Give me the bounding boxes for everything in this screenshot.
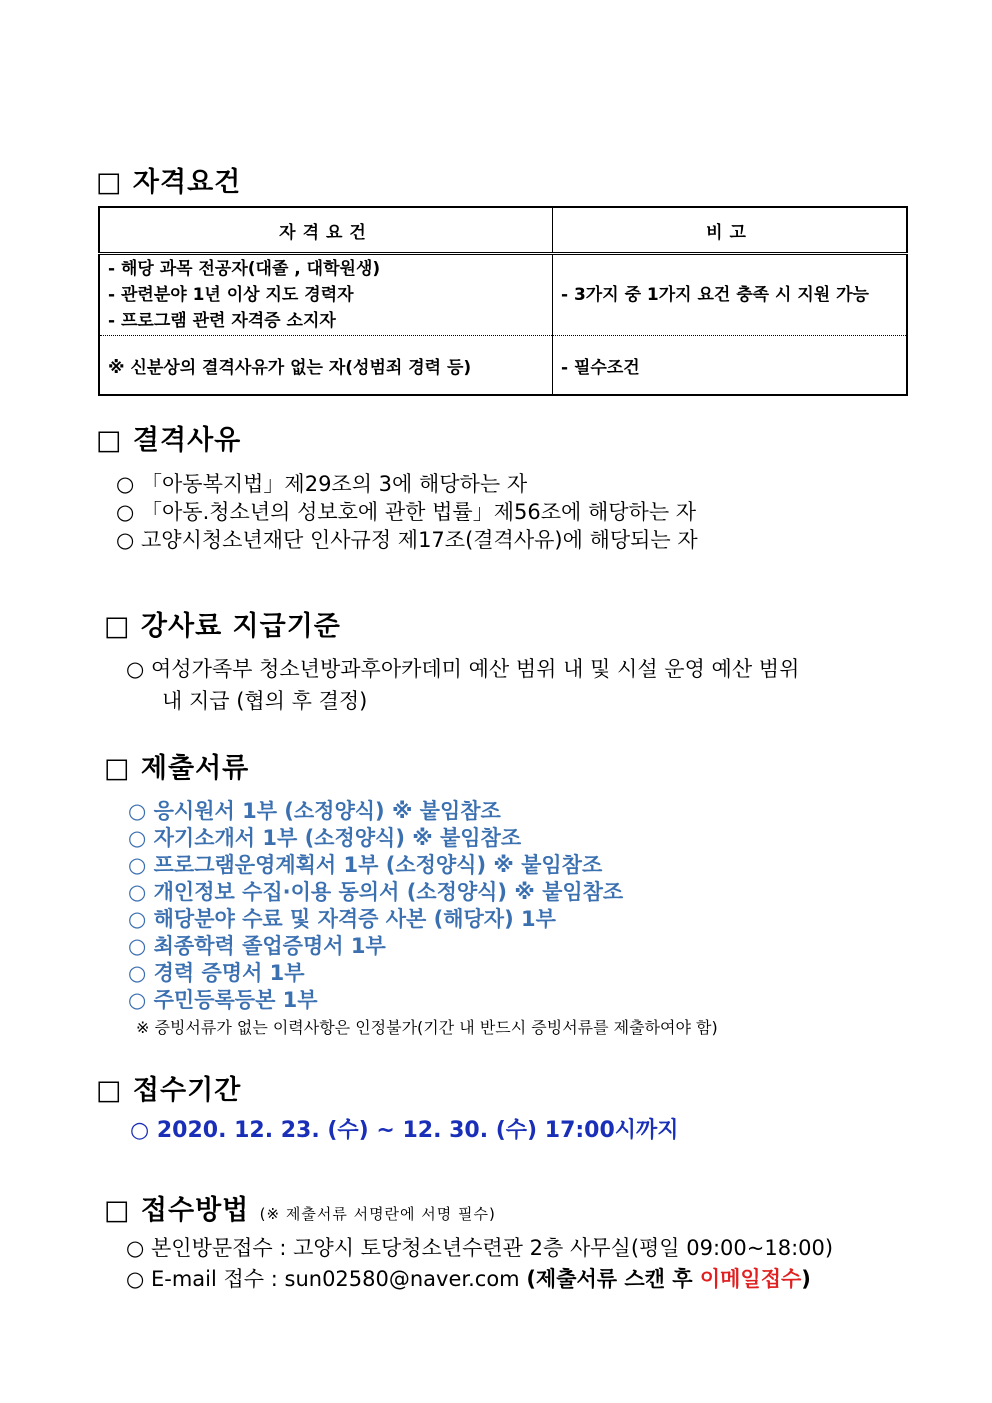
qualifications-heading: □ 자격요건 [96, 167, 242, 198]
table-cell-requirements [99, 254, 553, 336]
method-heading [104, 1188, 496, 1227]
email-note-red: 이메일접수 [699, 1267, 802, 1291]
documents-heading: □ 제출서류 [104, 753, 250, 784]
method-email-prefix: ○ E-mail 접수 : sun02580@naver.com [126, 1267, 527, 1291]
table-header-row [99, 207, 907, 254]
fee-text-line1: ○ 여성가족부 청소년방과후아카데미 예산 범위 내 및 시설 운영 예산 범위 [126, 657, 800, 681]
qualifications-table [98, 206, 908, 396]
list-item: ○ 「아동.청소년의 성보호에 관한 법률」제56조에 해당하는 자 [116, 500, 697, 524]
list-item: ○ 「아동복지법」제29조의 3에 해당하는 자 [116, 472, 528, 496]
list-item: ○ 해당분야 수료 및 자격증 사본 (해당자) 1부 [128, 907, 556, 931]
table-row [99, 336, 907, 396]
list-item: ○ 고양시청소년재단 인사규정 제17조(결격사유)에 해당되는 자 [116, 528, 698, 552]
method-visit: ○ 본인방문접수 : 고양시 토당청소년수련관 2층 사무실(평일 09:00~18:00) [126, 1236, 834, 1260]
list-item: ○ 응시원서 1부 (소정양식) ※ 붙임참조 [128, 799, 501, 823]
list-item: ○ 개인정보 수집·이용 동의서 (소정양식) ※ 붙임참조 [128, 880, 624, 904]
requirement-item: - 해당 과목 전공자(대졸 , 대학원생) [108, 259, 381, 279]
fee-text-line2: 내 지급 (협의 후 결정) [162, 689, 368, 713]
list-item: ○ 주민등록등본 1부 [128, 988, 318, 1012]
list-item: ○ 자기소개서 1부 (소정양식) ※ 붙임참조 [128, 826, 522, 850]
disqualifications-heading: □ 결격사유 [96, 425, 242, 456]
table-header-note: 비고 [553, 207, 908, 254]
list-item: ○ 프로그램운영계획서 1부 (소정양식) ※ 붙임참조 [128, 853, 603, 877]
document-note: ※ 증빙서류가 없는 이력사항은 인정불가(기간 내 반드시 증빙서류를 제출하여야 함) [136, 1018, 718, 1037]
table-cell-requirements: ※ 신분상의 결격사유가 없는 자(성범죄 경력 등) [99, 336, 553, 396]
table-cell-note: - 필수조건 [561, 357, 640, 378]
table-header-requirements: 자격요건 [99, 207, 553, 254]
email-note-open: (제출서류 스캔 후 [526, 1267, 700, 1291]
requirement-item: - 프로그램 관련 자격증 소지자 [108, 311, 336, 331]
method-heading-text: □ 접수방법 [104, 1195, 250, 1226]
period-text: ○ 2020. 12. 23. (수) ~ 12. 30. (수) 17:00시까지 [130, 1118, 679, 1143]
fee-heading: □ 강사료 지급기준 [104, 611, 341, 642]
table-cell-note: - 3가지 중 1가지 요건 충족 시 지원 가능 [553, 254, 908, 336]
method-heading-note: (※ 제출서류 서명란에 서명 필수) [259, 1205, 496, 1223]
list-item: ○ 경력 증명서 1부 [128, 961, 305, 985]
period-heading: □ 접수기간 [96, 1075, 242, 1106]
email-note-close: ) [801, 1267, 811, 1291]
list-item: ○ 최종학력 졸업증명서 1부 [128, 934, 386, 958]
table-row [99, 254, 907, 336]
method-email-note [526, 1267, 811, 1291]
method-email [126, 1263, 811, 1293]
requirement-item: - 관련분야 1년 이상 지도 경력자 [108, 285, 354, 305]
